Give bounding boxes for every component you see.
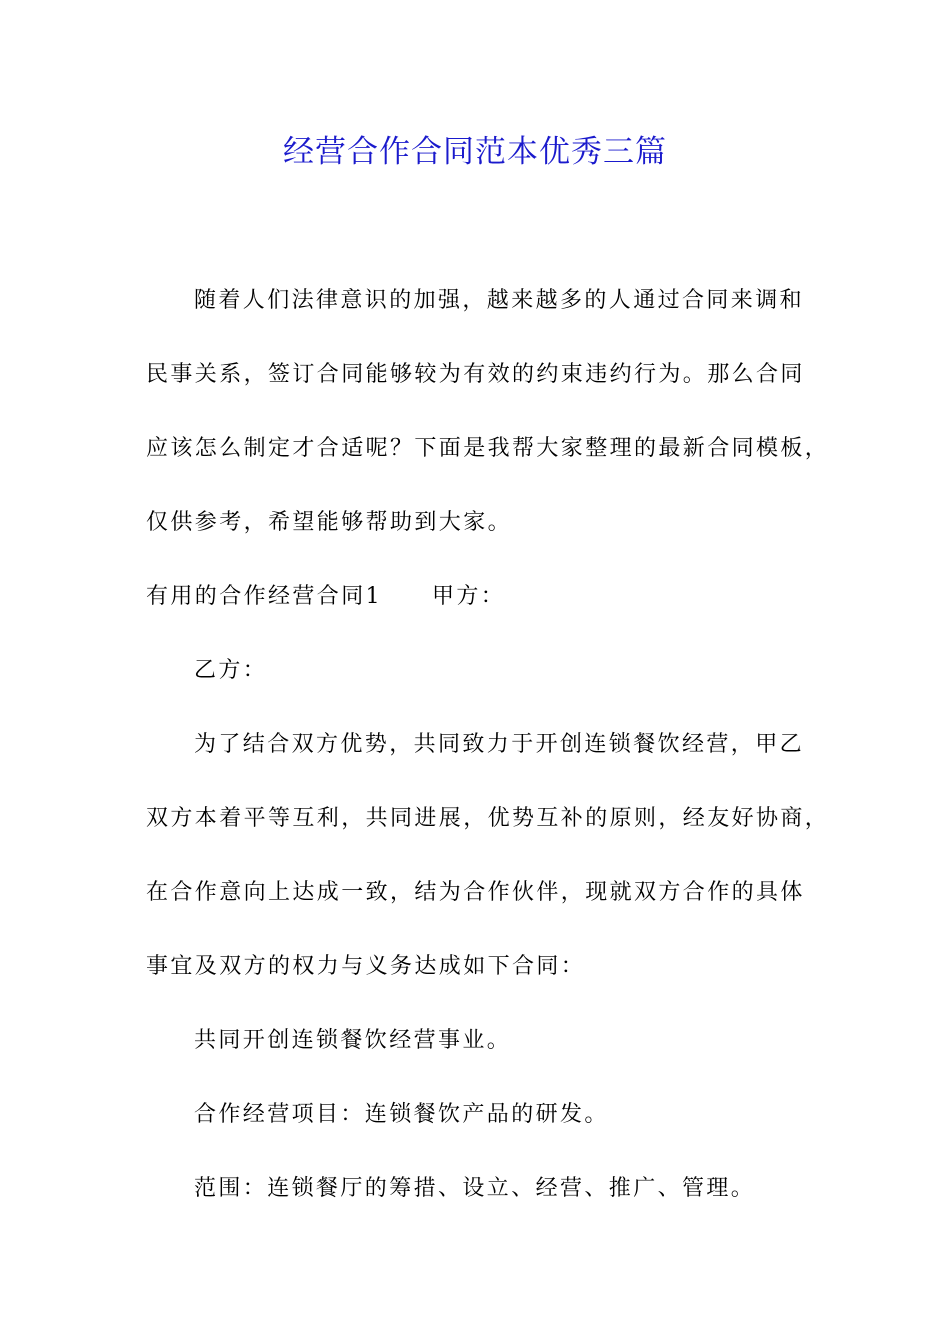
clause-line: 共同开创连锁餐饮经营事业。 <box>194 1028 512 1053</box>
document-body <box>146 264 830 1226</box>
section-heading: 有用的合作经营合同1 <box>146 584 382 609</box>
intro-line: 民事关系，签订合同能够较为有效的约束违约行为。那么合同 <box>146 362 805 387</box>
party-a-label: 甲方： <box>432 584 506 609</box>
clause-line: 合作经营项目：连锁餐饮产品的研发。 <box>194 1102 609 1127</box>
intro-line: 仅供参考，希望能够帮助到大家。 <box>146 510 513 535</box>
purpose-line: 双方本着平等互利，共同进展，优势互补的原则，经友好协商， <box>146 806 830 831</box>
document-title: 经营合作合同范本优秀三篇 <box>283 134 667 170</box>
clause-line: 范围：连锁餐厅的筹措、设立、经营、推广、管理。 <box>194 1176 756 1201</box>
section-heading-line <box>146 560 816 634</box>
intro-line: 应该怎么制定才合适呢？下面是我帮大家整理的最新合同模板， <box>146 436 830 461</box>
intro-line: 随着人们法律意识的加强，越来越多的人通过合同来调和 <box>194 288 805 313</box>
purpose-line: 事宜及双方的权力与义务达成如下合同： <box>146 954 586 979</box>
purpose-line: 在合作意向上达成一致，结为合作伙伴，现就双方合作的具体 <box>146 880 805 905</box>
party-b-label: 乙方： <box>194 658 268 683</box>
purpose-line: 为了结合双方优势，共同致力于开创连锁餐饮经营，甲乙 <box>194 732 805 757</box>
